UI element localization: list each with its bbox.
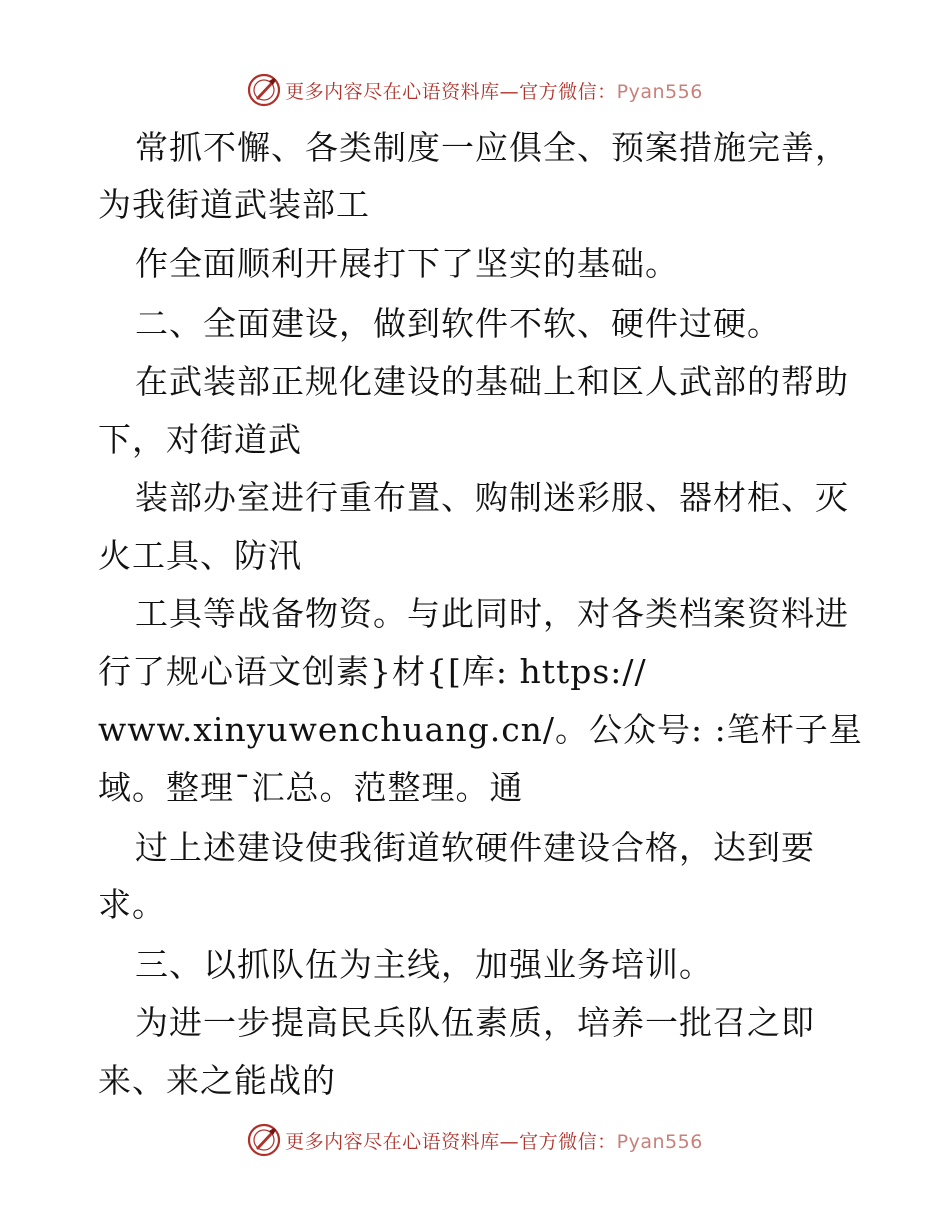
body-line: 火工具、防汛 [98,536,302,575]
body-line: 域。整理¯汇总。范整理。通 [98,768,524,807]
body-line: 为我街道武装部工 [98,185,370,224]
body-line: 求。 [98,885,166,924]
body-line: 作全面顺利开展打下了坚实的基础。 [135,244,679,283]
header-banner-text: 更多内容尽在心语资料库—官方微信：Pyan556 [285,80,703,103]
body-line: 来、来之能战的 [98,1061,336,1100]
body-line: www.xinyuwenchuang.cn/。公众号: :笔杆子星 [98,710,863,749]
header-wechat-id: Pyan556 [616,80,703,103]
body-line: 工具等战备物资。与此同时，对各类档案资料进 [135,594,849,633]
footer-banner-text: 更多内容尽在心语资料库—官方微信：Pyan556 [285,1130,703,1153]
body-line: 装部办室进行重布置、购制迷彩服、器材柜、灭 [135,478,849,517]
footer-banner [0,1120,950,1160]
body-line: 常抓不懈、各类制度一应俱全、预案措施完善， [135,128,849,167]
footer-wechat-id: Pyan556 [616,1130,703,1153]
body-line: 行了规心语文创素}材{[库: https:// [98,652,647,691]
section-heading: 二、全面建设，做到软件不软、硬件过硬。 [135,304,781,343]
body-line: 在武装部正规化建设的基础上和区人武部的帮助 [135,362,849,401]
body-line: 为进一步提高民兵队伍素质，培养一批召之即 [135,1003,815,1042]
section-heading: 三、以抓队伍为主线，加强业务培训。 [135,945,713,984]
body-line: 过上述建设使我街道软硬件建设合格，达到要 [135,828,815,867]
body-line: 下，对街道武 [98,420,302,459]
quill-seal-icon [247,1123,281,1157]
